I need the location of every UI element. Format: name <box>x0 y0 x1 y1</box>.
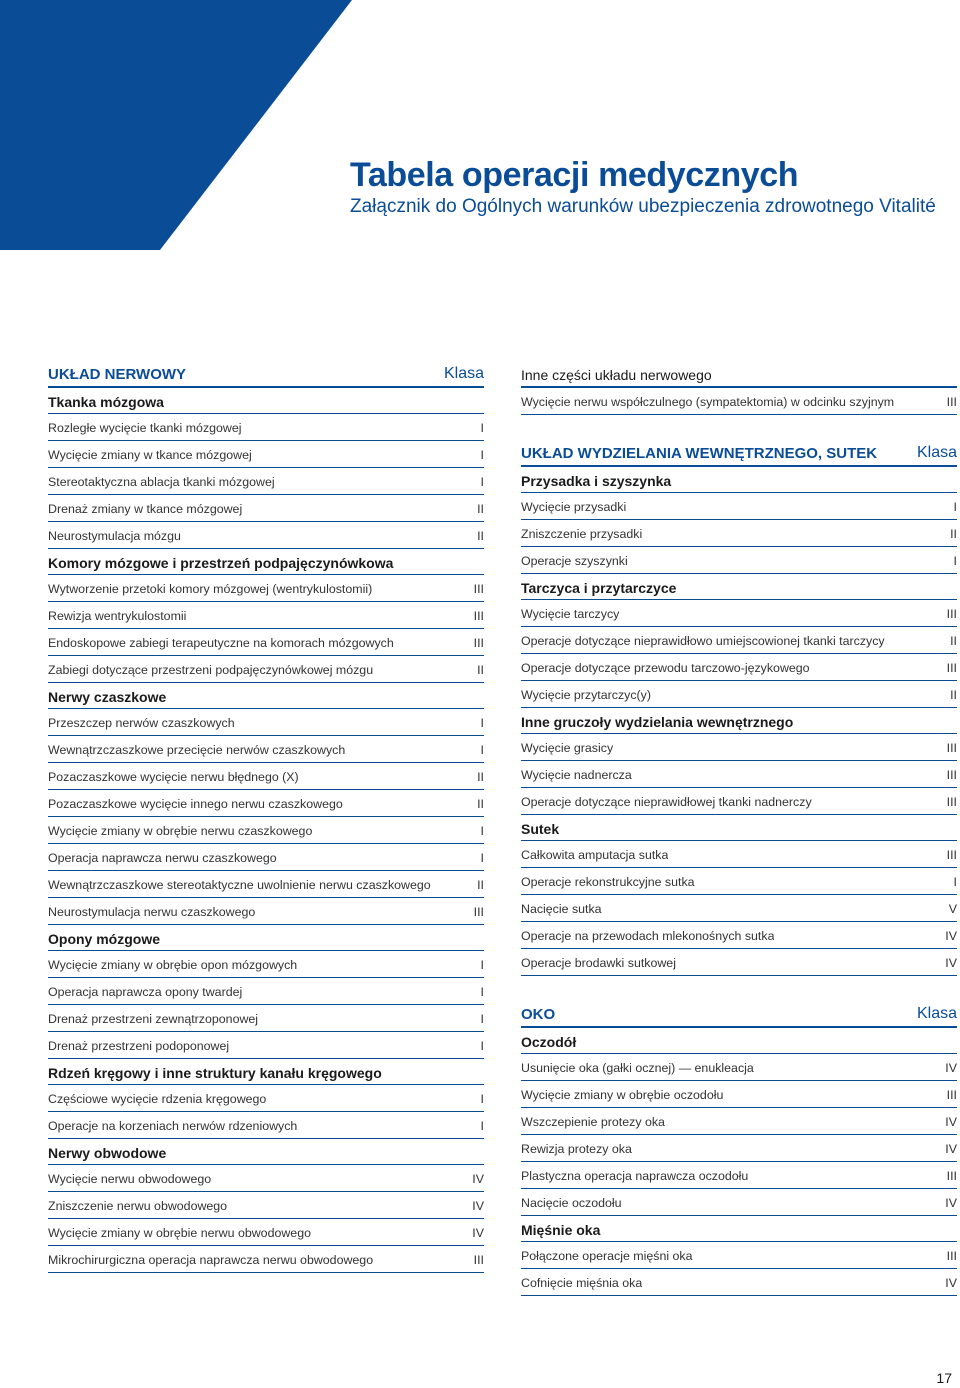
table-row <box>521 1081 957 1108</box>
spacer <box>521 415 957 441</box>
table-row <box>521 600 957 627</box>
subsection-title: Komory mózgowe i przestrzeń podpajęczynówkowa <box>48 549 484 575</box>
operation-class: III <box>473 1253 484 1267</box>
table-row <box>521 547 957 574</box>
operation-class: III <box>946 1249 957 1263</box>
operation-class: III <box>946 848 957 862</box>
operation-name: Stereotaktyczna ablacja tkanki mózgowej <box>48 475 275 489</box>
operation-name: Zabiegi dotyczące przestrzeni podpajęczynówkowej mózgu <box>48 663 374 677</box>
header <box>350 155 936 219</box>
operation-class: I <box>480 421 484 435</box>
group-rdzen <box>48 1059 484 1139</box>
operation-name: Nacięcie oczodołu <box>521 1196 622 1210</box>
section-header-endocrine <box>521 441 957 467</box>
operation-name: Operacje na przewodach mlekonośnych sutka <box>521 929 775 943</box>
operation-class: IV <box>945 1142 957 1156</box>
operation-name: Wycięcie nadnercza <box>521 768 632 782</box>
operation-class: III <box>946 1088 957 1102</box>
group-gruczoly <box>521 708 957 815</box>
table-row <box>48 575 484 602</box>
operation-class: I <box>480 1119 484 1133</box>
table-row <box>48 790 484 817</box>
table-row <box>48 1192 484 1219</box>
operation-class: III <box>946 607 957 621</box>
operation-name: Wewnątrzczaszkowe przecięcie nerwów czaszkowych <box>48 743 346 757</box>
operation-name: Częściowe wycięcie rdzenia kręgowego <box>48 1092 267 1106</box>
klasa-label: Klasa <box>916 1005 957 1022</box>
operation-class: IV <box>945 1061 957 1075</box>
table-row <box>521 1108 957 1135</box>
page-title: Tabela operacji medycznych <box>350 156 799 194</box>
operation-name: Usunięcie oka (gałki ocznej) — enukleacja <box>521 1061 754 1075</box>
table-row <box>48 468 484 495</box>
operation-class: I <box>480 985 484 999</box>
table-row <box>521 1162 957 1189</box>
right-column <box>521 362 957 1296</box>
table-row <box>521 761 957 788</box>
operation-class: II <box>477 529 484 543</box>
operation-class: I <box>953 875 957 889</box>
table-row <box>48 1246 484 1273</box>
operation-class: I <box>480 851 484 865</box>
left-column <box>48 362 484 1273</box>
operation-name: Operacje brodawki sutkowej <box>521 956 676 970</box>
table-row <box>48 951 484 978</box>
table-row <box>48 414 484 441</box>
operation-name: Neurostymulacja nerwu czaszkowego <box>48 905 256 919</box>
table-row <box>521 627 957 654</box>
operation-class: IV <box>472 1172 484 1186</box>
section-header-nervous <box>48 362 484 388</box>
table-row <box>521 1242 957 1269</box>
group-tarczyca <box>521 574 957 708</box>
operation-name: Wycięcie tarczycy <box>521 607 620 621</box>
operation-name: Połączone operacje mięśni oka <box>521 1249 693 1263</box>
operation-class: II <box>477 663 484 677</box>
table-row <box>48 1085 484 1112</box>
operation-class: IV <box>945 929 957 943</box>
operation-name: Rewizja wentrykulostomii <box>48 609 187 623</box>
subsection-title: Nerwy obwodowe <box>48 1139 484 1165</box>
operation-class: III <box>473 609 484 623</box>
operation-name: Drenaż zmiany w tkance mózgowej <box>48 502 243 516</box>
klasa-label: Klasa <box>916 444 957 461</box>
operation-name: Operacje szyszynki <box>521 554 628 568</box>
operation-class: IV <box>945 956 957 970</box>
table-row <box>521 922 957 949</box>
spacer <box>521 976 957 1002</box>
operation-class: I <box>480 743 484 757</box>
subsection-title: Inne gruczoły wydzielania wewnętrznego <box>521 708 957 734</box>
group-opony <box>48 925 484 1059</box>
operation-name: Wycięcie zmiany w obrębie oczodołu <box>521 1088 724 1102</box>
operation-class: II <box>477 797 484 811</box>
table-row <box>521 868 957 895</box>
operation-name: Mikrochirurgiczna operacja naprawcza nerwu obwodowego <box>48 1253 374 1267</box>
table-row <box>48 844 484 871</box>
table-row <box>521 520 957 547</box>
subsection-title: Nerwy czaszkowe <box>48 683 484 709</box>
table-row <box>48 441 484 468</box>
operation-name: Drenaż przestrzeni zewnątrzoponowej <box>48 1012 259 1026</box>
operation-class: II <box>477 878 484 892</box>
operation-class: II <box>950 688 957 702</box>
operation-class: I <box>953 554 957 568</box>
table-row <box>521 493 957 520</box>
operation-name: Wycięcie zmiany w obrębie nerwu czaszkowego <box>48 824 313 838</box>
operation-class: III <box>473 636 484 650</box>
operation-class: III <box>946 795 957 809</box>
operation-name: Wycięcie nerwu współczulnego (sympatektomia) w odcinku szyjnym <box>521 395 895 409</box>
section-header-eye <box>521 1002 957 1028</box>
operation-class: III <box>946 741 957 755</box>
subsection-title: Rdzeń kręgowy i inne struktury kanału kręgowego <box>48 1059 484 1085</box>
operation-name: Rozległe wycięcie tkanki mózgowej <box>48 421 242 435</box>
table-row <box>48 978 484 1005</box>
operation-class: II <box>477 502 484 516</box>
group-miesnie <box>521 1216 957 1296</box>
table-row <box>48 736 484 763</box>
group-obwodowe <box>48 1139 484 1273</box>
section-title: UKŁAD NERWOWY <box>48 366 187 383</box>
table-row <box>48 1005 484 1032</box>
operation-class: IV <box>945 1196 957 1210</box>
table-row <box>48 871 484 898</box>
operation-class: IV <box>472 1199 484 1213</box>
table-row <box>48 817 484 844</box>
page-number: 17 <box>936 1370 952 1386</box>
operation-class: III <box>946 1169 957 1183</box>
table-row <box>48 763 484 790</box>
table-row <box>521 788 957 815</box>
group-komory <box>48 549 484 683</box>
table-row <box>521 895 957 922</box>
operation-class: II <box>950 634 957 648</box>
operation-name: Wytworzenie przetoki komory mózgowej (wentrykulostomii) <box>48 582 373 596</box>
operation-class: II <box>477 770 484 784</box>
table-row <box>521 1054 957 1081</box>
operation-name: Rewizja protezy oka <box>521 1142 632 1156</box>
table-row <box>521 1269 957 1296</box>
operation-name: Pozaczaszkowe wycięcie innego nerwu czaszkowego <box>48 797 343 811</box>
operation-class: I <box>480 1092 484 1106</box>
operation-name: Operacje dotyczące nieprawidłowo umiejscowionej tkanki tarczycy <box>521 634 885 648</box>
operation-name: Zniszczenie nerwu obwodowego <box>48 1199 228 1213</box>
operation-name: Przeszczep nerwów czaszkowych <box>48 716 235 730</box>
subsection-title: Oczodół <box>521 1028 957 1054</box>
operation-class: III <box>946 395 957 409</box>
operation-name: Operacje dotyczące przewodu tarczowo-językowego <box>521 661 810 675</box>
operation-class: I <box>480 824 484 838</box>
operation-name: Wycięcie zmiany w obrębie opon mózgowych <box>48 958 298 972</box>
operation-class: III <box>946 768 957 782</box>
group-inne-nerw <box>521 388 957 415</box>
table-row <box>48 495 484 522</box>
subsection-title: Przysadka i szyszynka <box>521 467 957 493</box>
group-oczodol <box>521 1028 957 1216</box>
operation-class: I <box>953 500 957 514</box>
klasa-label: Klasa <box>443 365 484 382</box>
table-row <box>48 602 484 629</box>
operation-class: IV <box>472 1226 484 1240</box>
subsection-title: Mięśnie oka <box>521 1216 957 1242</box>
operation-name: Neurostymulacja mózgu <box>48 529 181 543</box>
operation-class: I <box>480 475 484 489</box>
page-subtitle: Załącznik do Ogólnych warunków ubezpieczenia zdrowotnego Vitalité <box>350 196 936 217</box>
operation-class: I <box>480 448 484 462</box>
operation-name: Wycięcie przytarczyc(y) <box>521 688 651 702</box>
table-row <box>48 709 484 736</box>
operation-name: Operacje rekonstrukcyjne sutka <box>521 875 695 889</box>
operation-name: Wycięcie nerwu obwodowego <box>48 1172 212 1186</box>
table-row <box>521 654 957 681</box>
table-row <box>521 1135 957 1162</box>
table-row <box>521 734 957 761</box>
operation-name: Całkowita amputacja sutka <box>521 848 669 862</box>
operation-class: III <box>473 582 484 596</box>
table-row <box>521 388 957 415</box>
subsection-title: Sutek <box>521 815 957 841</box>
section-title: Inne części układu nerwowego <box>521 367 712 383</box>
section-title: OKO <box>521 1006 556 1023</box>
operation-name: Operacje na korzeniach nerwów rdzeniowych <box>48 1119 298 1133</box>
group-przysadka <box>521 467 957 574</box>
operation-name: Operacje dotyczące nieprawidłowej tkanki nadnerczy <box>521 795 812 809</box>
operation-class: I <box>480 1012 484 1026</box>
operation-class: IV <box>945 1115 957 1129</box>
section-title: UKŁAD WYDZIELANIA WEWNĘTRZNEGO, SUTEK <box>521 445 878 462</box>
operation-name: Operacja naprawcza nerwu czaszkowego <box>48 851 277 865</box>
operation-name: Pozaczaszkowe wycięcie nerwu błędnego (X) <box>48 770 299 784</box>
table-row <box>521 949 957 976</box>
operation-name: Nacięcie sutka <box>521 902 602 916</box>
operation-class: III <box>946 661 957 675</box>
operation-name: Wycięcie grasicy <box>521 741 614 755</box>
operation-name: Zniszczenie przysadki <box>521 527 643 541</box>
operation-name: Cofnięcie mięśnia oka <box>521 1276 643 1290</box>
operation-class: II <box>950 527 957 541</box>
operation-name: Wycięcie przysadki <box>521 500 627 514</box>
operation-class: I <box>480 1039 484 1053</box>
operation-class: I <box>480 958 484 972</box>
table-row <box>521 841 957 868</box>
table-row <box>48 1219 484 1246</box>
table-row <box>48 1112 484 1139</box>
table-row <box>48 629 484 656</box>
group-tkanka <box>48 388 484 549</box>
subsection-title: Tarczyca i przytarczyce <box>521 574 957 600</box>
operation-name: Endoskopowe zabiegi terapeutyczne na komorach mózgowych <box>48 636 394 650</box>
operation-name: Plastyczna operacja naprawcza oczodołu <box>521 1169 749 1183</box>
table-row <box>521 681 957 708</box>
operation-name: Operacja naprawcza opony twardej <box>48 985 243 999</box>
operation-name: Wycięcie zmiany w tkance mózgowej <box>48 448 252 462</box>
table-row <box>48 1032 484 1059</box>
operation-name: Wewnątrzczaszkowe stereotaktyczne uwolnienie nerwu czaszkowego <box>48 878 431 892</box>
operation-class: III <box>473 905 484 919</box>
operation-class: V <box>948 902 957 916</box>
table-row <box>48 1165 484 1192</box>
table-row <box>521 1189 957 1216</box>
group-nerwy <box>48 683 484 925</box>
table-row <box>48 656 484 683</box>
operation-class: IV <box>945 1276 957 1290</box>
group-sutek <box>521 815 957 976</box>
operation-name: Wycięcie zmiany w obrębie nerwu obwodowego <box>48 1226 311 1240</box>
operation-name: Drenaż przestrzeni podoponowej <box>48 1039 230 1053</box>
table-row <box>48 898 484 925</box>
subsection-title: Opony mózgowe <box>48 925 484 951</box>
operation-name: Wszczepienie protezy oka <box>521 1115 665 1129</box>
operation-class: I <box>480 716 484 730</box>
subsection-title: Tkanka mózgowa <box>48 388 484 414</box>
table-row <box>48 522 484 549</box>
subsection-header-other-nervous <box>521 362 957 388</box>
